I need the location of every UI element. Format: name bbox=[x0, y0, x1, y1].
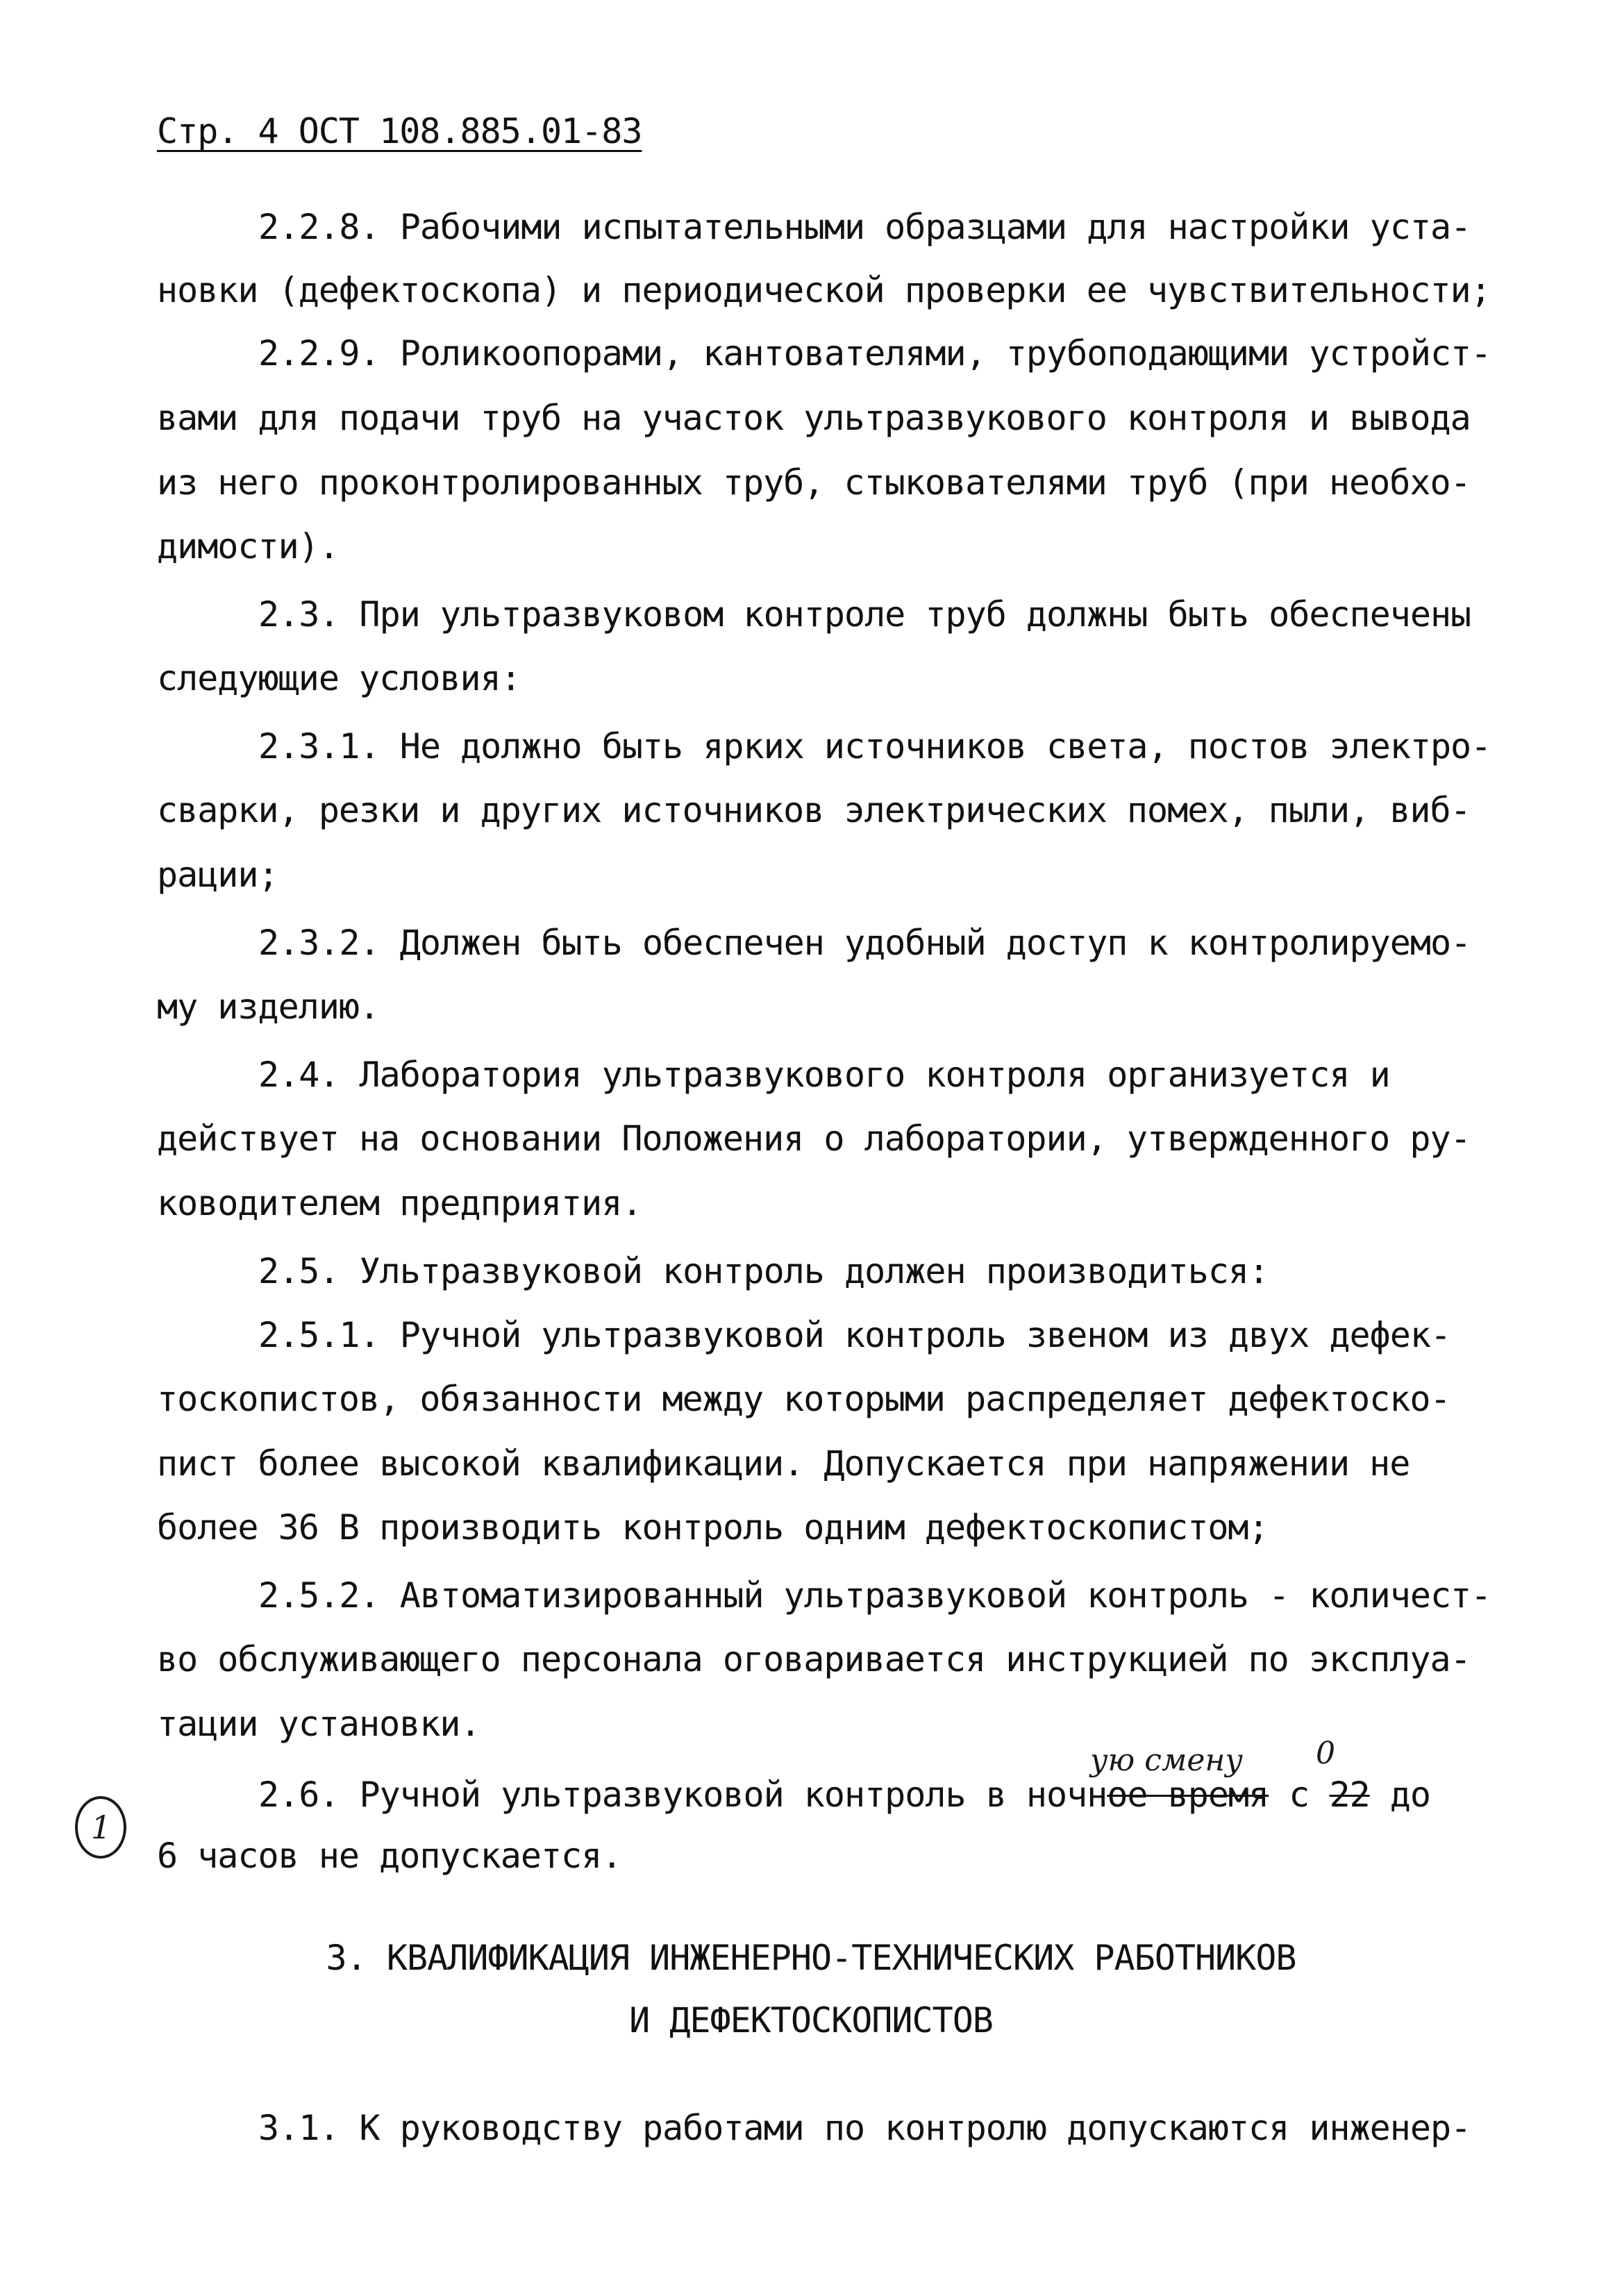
section-heading: 3. КВАЛИФИКАЦИЯ ИНЖЕНЕРНО-ТЕХНИЧЕСКИХ РАБОТНИКОВ bbox=[326, 1938, 1296, 1978]
text-line: 2.2.9. Роликоопорами, кантователями, трубоподающими устройст- bbox=[258, 333, 1491, 374]
handwritten-correction-zero: 0 bbox=[1316, 1736, 1335, 1771]
text-line: пист более высокой квалификации. Допускается при напряжении не bbox=[157, 1443, 1410, 1484]
text-segment: до bbox=[1369, 1775, 1430, 1815]
text-line: ководителем предприятия. bbox=[157, 1183, 642, 1223]
page-header: Стр. 4 ОСТ 108.885.01-83 bbox=[157, 111, 642, 151]
text-line: действует на основании Положения о лаборатории, утвержденного ру- bbox=[157, 1118, 1471, 1159]
text-line: 3.1. К руководству работами по контролю допускаются инженер- bbox=[258, 2108, 1471, 2148]
text-line: во обслуживающего персонала оговаривается инструкцией по эксплуа- bbox=[157, 1639, 1471, 1679]
text-line: более 36 В производить контроль одним дефектоскопистом; bbox=[157, 1507, 1269, 1548]
text-line: следующие условия: bbox=[157, 658, 521, 698]
text-line: вами для подачи труб на участок ультразвукового контроля и вывода bbox=[157, 398, 1471, 438]
text-line: 2.5. Ультразвуковой контроль должен производиться: bbox=[258, 1251, 1269, 1291]
text-line: тации установки. bbox=[157, 1704, 480, 1744]
handwritten-correction: ую смену bbox=[1090, 1743, 1243, 1778]
section-heading: И ДЕФЕКТОСКОПИСТОВ bbox=[629, 2000, 993, 2041]
text-line: новки (дефектоскопа) и периодической проверки ее чувствительности; bbox=[157, 270, 1491, 310]
struck-text: ое время bbox=[1107, 1775, 1269, 1815]
text-line: 2.3. При ультразвуковом контроле труб должны быть обеспечены bbox=[258, 594, 1471, 635]
text-line: 2.5.2. Автоматизированный ультразвуковой контроль - количест- bbox=[258, 1575, 1491, 1616]
text-line: тоскопистов, обязанности между которыми распределяет дефектоско- bbox=[157, 1379, 1450, 1419]
text-segment: с bbox=[1269, 1775, 1330, 1815]
text-line: рации; bbox=[157, 855, 278, 895]
text-line-2-6 bbox=[258, 1775, 1430, 1815]
text-line: 2.4. Лаборатория ультразвукового контроля организуется и bbox=[258, 1055, 1390, 1095]
struck-text: 22 bbox=[1329, 1775, 1370, 1815]
text-line: сварки, резки и других источников электрических помех, пыли, виб- bbox=[157, 790, 1471, 830]
text-line: 2.5.1. Ручной ультразвуковой контроль звеном из двух дефек- bbox=[258, 1315, 1451, 1355]
text-line: му изделию. bbox=[157, 987, 380, 1027]
text-line: 6 часов не допускается. bbox=[157, 1836, 622, 1876]
text-line: 2.2.8. Рабочими испытательными образцами для настройки уста- bbox=[258, 207, 1471, 247]
margin-circle-mark: 1 bbox=[75, 1796, 126, 1859]
text-line: димости). bbox=[157, 526, 339, 567]
text-line: 2.3.2. Должен быть обеспечен удобный доступ к контролируемо- bbox=[258, 923, 1471, 963]
text-line: из него проконтролированных труб, стыкователями труб (при необхо- bbox=[157, 462, 1471, 503]
text-line: 2.3.1. Не должно быть ярких источников света, постов электро- bbox=[258, 726, 1491, 766]
text-segment: 2.6. Ручной ультразвуковой контроль в ночн bbox=[258, 1775, 1107, 1815]
